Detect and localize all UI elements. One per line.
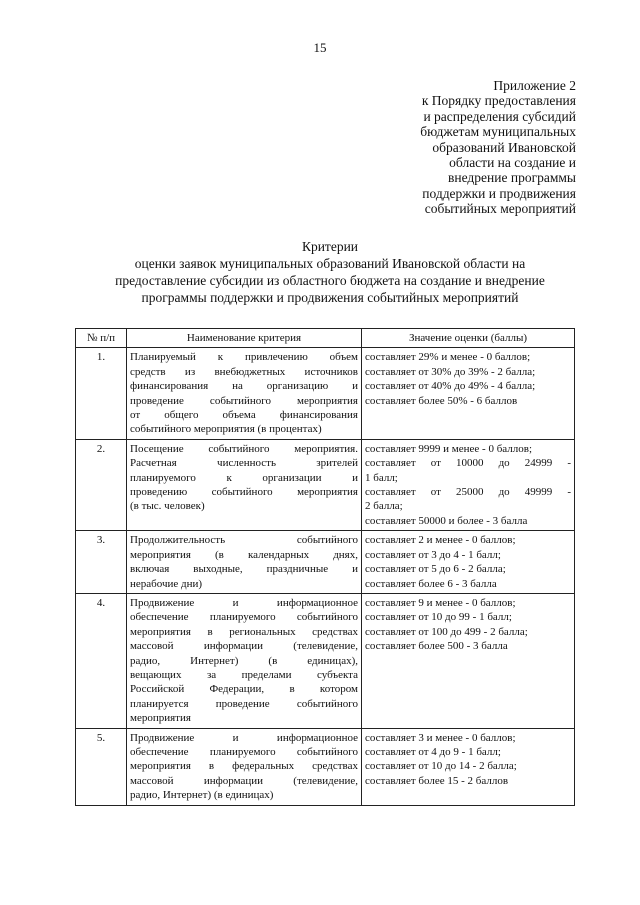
criterion-line: проведению событийного мероприятия [130, 486, 358, 499]
title-subtitle-line: программы поддержки и продвижения событийных мероприятий [141, 290, 519, 305]
score-line: 1 балл; [365, 471, 398, 484]
criterion-line: Расчетная численность зрителей [130, 457, 358, 470]
criterion-line: вещающих за пределами субъекта [130, 668, 358, 681]
header-criterion-name: Наименование критерия [127, 329, 362, 348]
criterion-line: Российской Федерации, в котором [130, 683, 358, 696]
appendix-line: бюджетам муниципальных [420, 124, 576, 140]
score-line: составляет от 30% до 39% - 2 балла; [365, 365, 536, 378]
appendix-line: и распределения субсидий [423, 108, 576, 124]
appendix-line: области на создание и [449, 155, 576, 171]
criterion-line: Продолжительность событийного [130, 534, 358, 547]
table-row [76, 593, 575, 728]
criterion-name [127, 531, 362, 594]
table-header-row [76, 329, 575, 348]
table-row [76, 348, 575, 439]
appendix-line: внедрение программы [448, 170, 576, 186]
criterion-line: обеспечение планируемого событийного [130, 745, 358, 758]
score-line: составляет более 50% - 6 баллов [365, 394, 518, 407]
criterion-line: средств из внебюджетных источников [130, 365, 358, 378]
score-line: составляет от 4 до 9 - 1 балл; [365, 745, 501, 758]
criterion-line: (в тыс. человек) [130, 500, 205, 513]
criterion-line: радио, Интернет) (в единицах), [130, 654, 358, 667]
criterion-line: мероприятия (в календарных днях, [130, 548, 358, 561]
criterion-line: мероприятия в федеральных средствах [130, 760, 358, 773]
row-number: 5. [76, 728, 127, 805]
criterion-name [127, 593, 362, 728]
score-line: составляет 9999 и менее - 0 баллов; [365, 442, 532, 455]
criterion-line: включая выходные, праздничные и [130, 563, 358, 576]
criterion-line: планируемого к организации и [130, 471, 358, 484]
score-values [362, 728, 575, 805]
criterion-line: финансирования на организацию и [130, 380, 358, 393]
page-number: 15 [313, 40, 327, 55]
criteria-table [75, 328, 575, 806]
criterion-line: событийного мероприятия (в процентах) [130, 423, 322, 436]
score-line: составляет от 10 до 99 - 1 балл; [365, 611, 512, 624]
appendix-line: событийных мероприятий [424, 201, 576, 217]
score-line: составляет 50000 и более - 3 балла [365, 514, 528, 527]
criterion-line: Продвижение и информационное [130, 596, 358, 609]
row-number: 1. [76, 348, 127, 439]
score-values [362, 439, 575, 530]
score-line: составляет 9 и менее - 0 баллов; [365, 596, 516, 609]
header-number: № п/п [76, 329, 127, 348]
criterion-name [127, 439, 362, 530]
appendix-line: поддержки и продвижения [422, 185, 576, 201]
criterion-line: мероприятия в региональных средствах [130, 625, 358, 638]
score-line: составляет от 25000 до 49999 - [365, 486, 571, 499]
criterion-line: радио, Интернет) (в единицах) [130, 789, 274, 802]
score-line: составляет от 100 до 499 - 2 балла; [365, 625, 528, 638]
criterion-line: нерабочие дни) [130, 577, 203, 590]
table-row [76, 439, 575, 530]
criterion-line: массовой информации (телевидение, [130, 774, 358, 787]
score-line: составляет 29% и менее - 0 баллов; [365, 351, 531, 364]
score-line: составляет от 40% до 49% - 4 балла; [365, 380, 536, 393]
criterion-line: мероприятия [130, 712, 191, 725]
table-row [76, 728, 575, 805]
score-line: составляет более 15 - 2 баллов [365, 774, 509, 787]
criterion-line: Продвижение и информационное [130, 731, 358, 744]
score-line: составляет более 6 - 3 балла [365, 577, 497, 590]
row-number: 2. [76, 439, 127, 530]
score-line: составляет более 500 - 3 балла [365, 640, 508, 653]
appendix-header [316, 78, 576, 217]
criterion-line: Планируемый к привлечению объем [130, 351, 358, 364]
table-row [76, 531, 575, 594]
criterion-name [127, 728, 362, 805]
criterion-line: проведение событийного мероприятия [130, 394, 358, 407]
row-number: 4. [76, 593, 127, 728]
title-subtitle-line: предоставление субсидии из областного бюджета на создание и внедрение [115, 273, 545, 288]
appendix-line: образований Ивановской [432, 139, 576, 155]
score-line: составляет от 10000 до 24999 - [365, 457, 571, 470]
title-subtitle-line: оценки заявок муниципальных образований Ивановской области на [134, 256, 526, 271]
criterion-name [127, 348, 362, 439]
score-values [362, 593, 575, 728]
header-score-value: Значение оценки (баллы) [362, 329, 575, 348]
criterion-line: массовой информации (телевидение, [130, 640, 358, 653]
score-values [362, 531, 575, 594]
score-line: составляет от 10 до 14 - 2 балла; [365, 760, 517, 773]
appendix-line: к Порядку предоставления [421, 93, 576, 109]
criterion-line: обеспечение планируемого событийного [130, 611, 358, 624]
score-line: составляет от 5 до 6 - 2 балла; [365, 563, 506, 576]
criterion-line: Посещение событийного мероприятия. [130, 442, 358, 455]
row-number: 3. [76, 531, 127, 594]
score-line: 2 балла; [365, 500, 403, 513]
document-title [60, 238, 600, 306]
title-heading: Критерии [301, 239, 359, 254]
score-line: составляет 2 и менее - 0 баллов; [365, 534, 516, 547]
criterion-line: от общего объема финансирования [130, 409, 358, 422]
score-line: составляет 3 и менее - 0 баллов; [365, 731, 516, 744]
appendix-line: Приложение 2 [493, 78, 576, 93]
criterion-line: планируется проведение событийного [130, 697, 358, 710]
score-line: составляет от 3 до 4 - 1 балл; [365, 548, 501, 561]
score-values [362, 348, 575, 439]
